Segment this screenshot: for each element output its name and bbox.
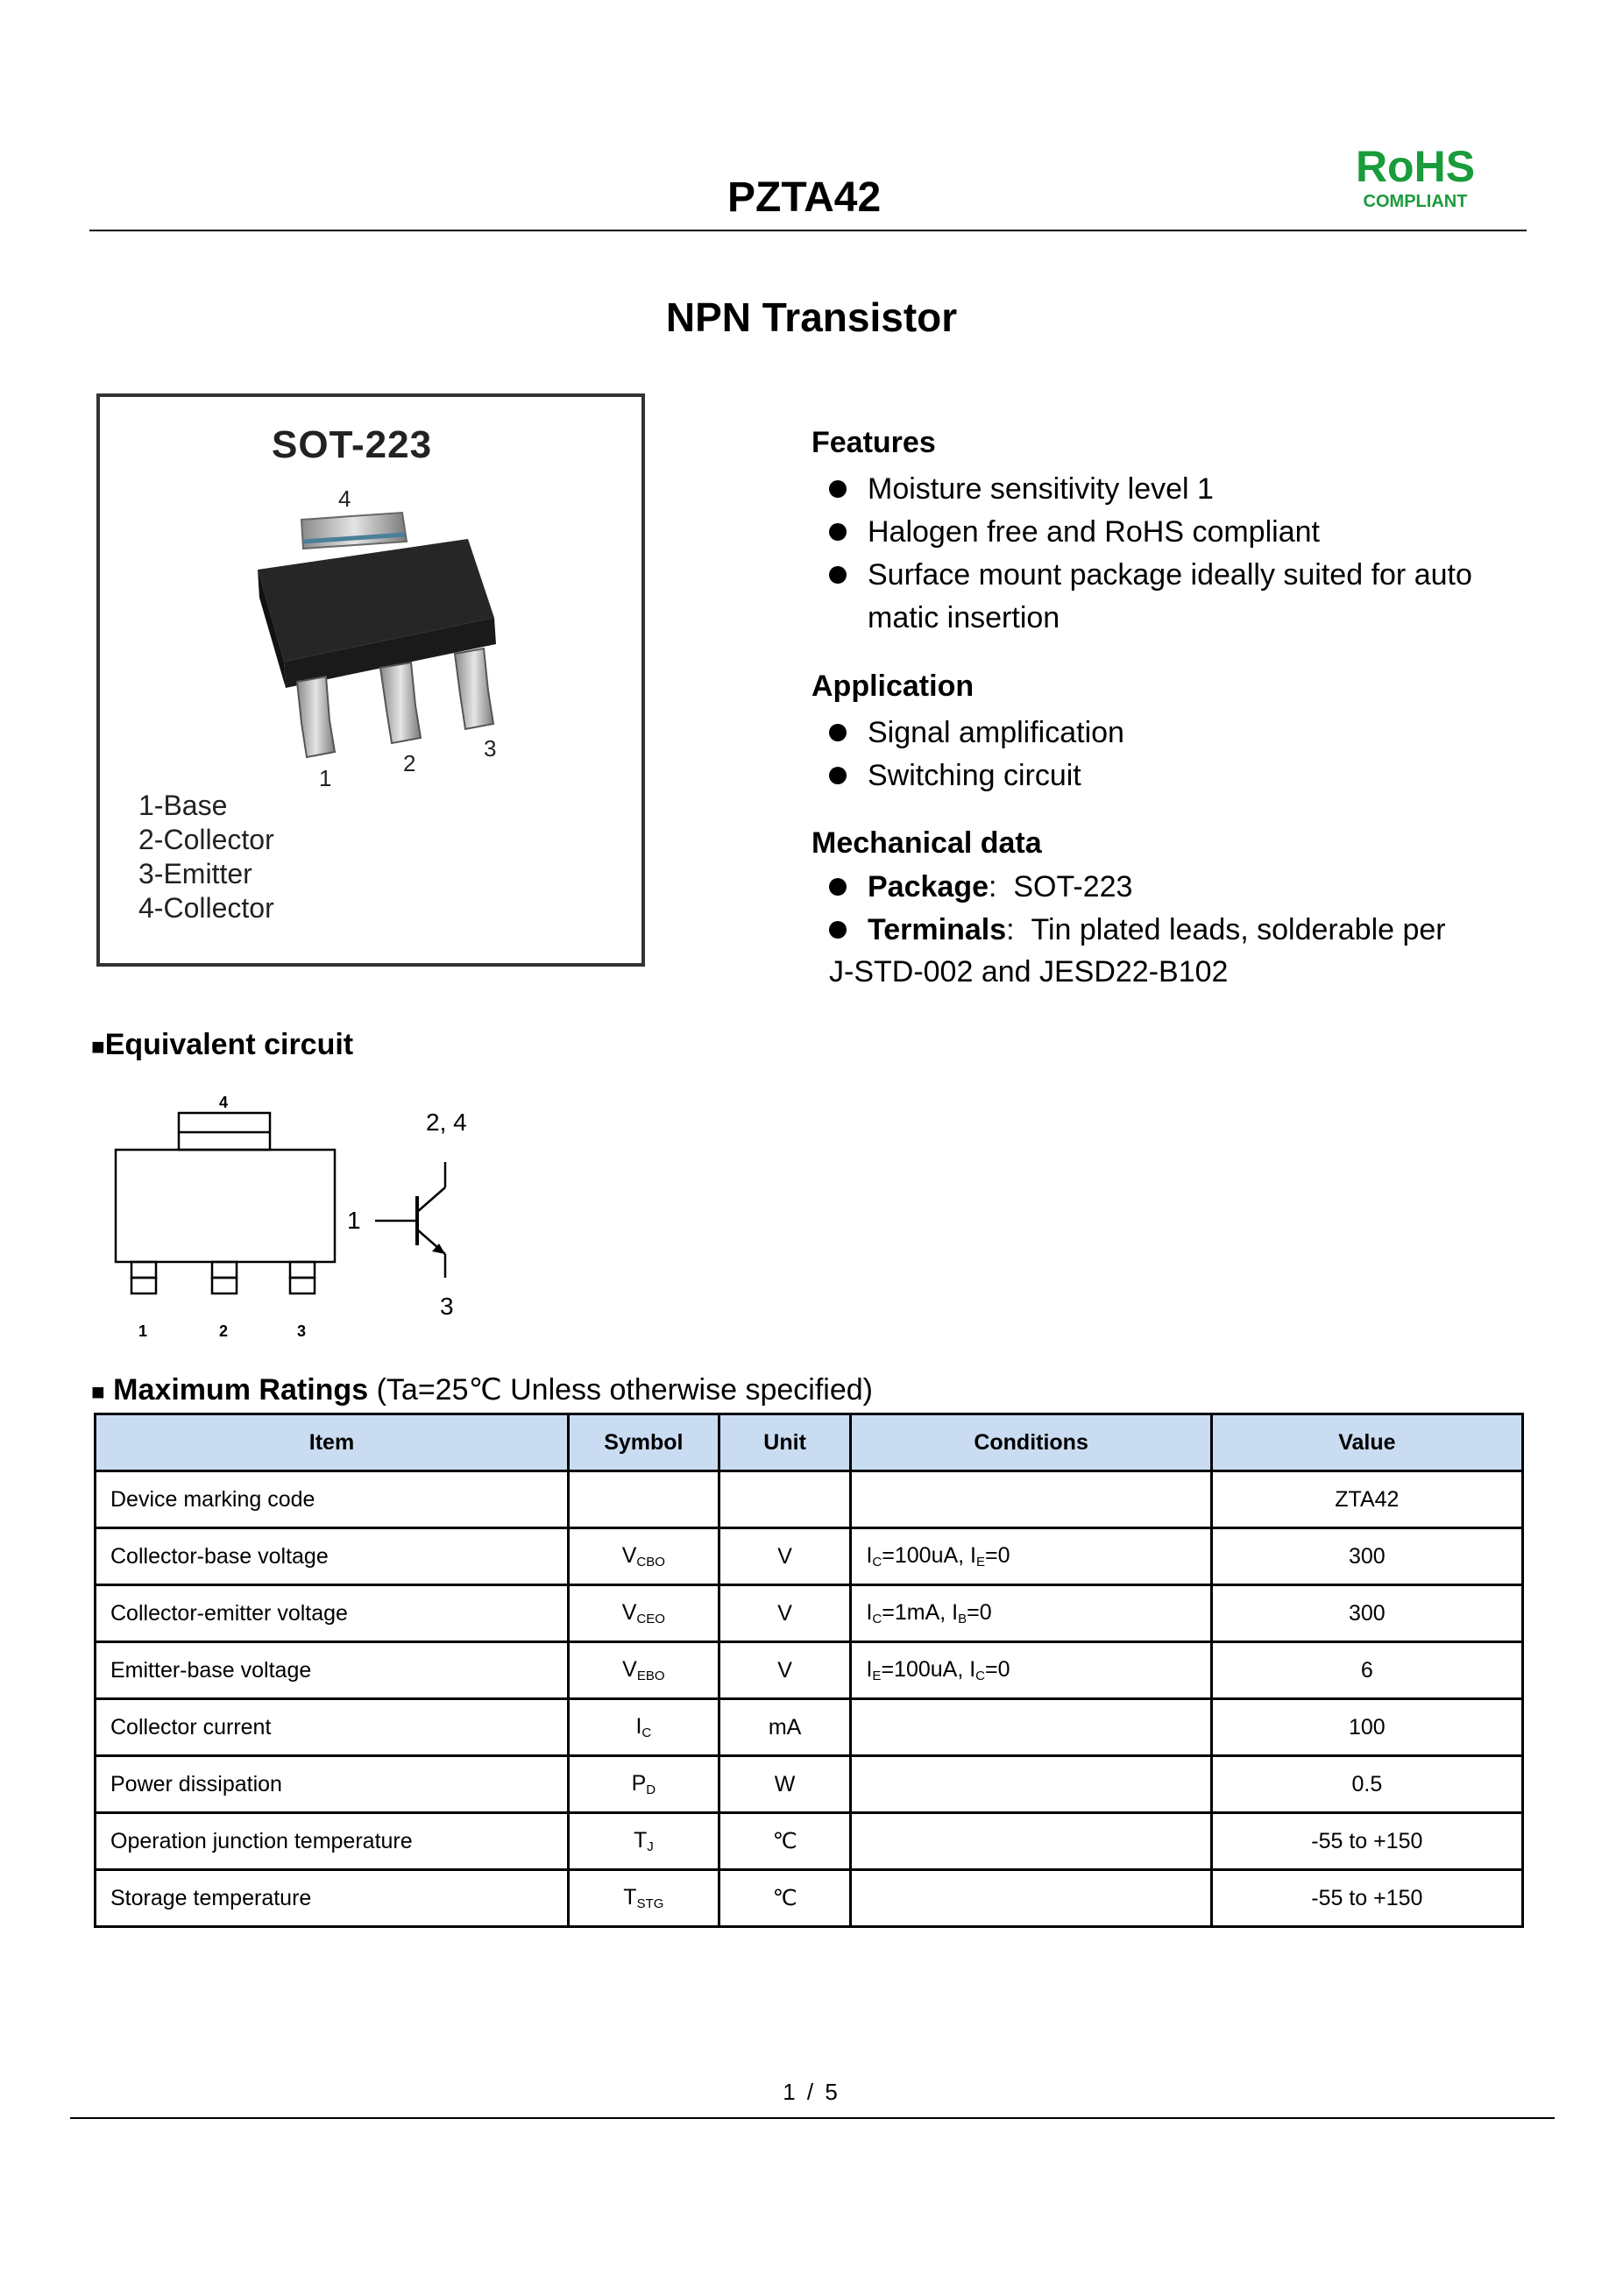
table-header-row: [96, 1414, 1523, 1471]
unit-cell: V: [719, 1642, 851, 1699]
conditions-cell: $I_C=100uA$, $I_E=0$: [851, 1528, 1211, 1585]
table-row: [96, 1870, 1523, 1927]
value-cell: 300: [1211, 1585, 1522, 1642]
list-item: Halogen free and RoHS compliant: [812, 511, 1513, 554]
pin-legend-item: 2-Collector: [138, 824, 274, 855]
value-cell: 6: [1211, 1642, 1522, 1699]
features-heading: Features: [812, 426, 936, 459]
list-item: Signal amplification: [812, 712, 1513, 755]
ratings-cond-open: (T: [376, 1373, 401, 1407]
pkg-label-2: 2: [219, 1322, 229, 1340]
item-cell: Operation junction temperature: [96, 1813, 569, 1870]
value-cell: 300: [1211, 1528, 1522, 1585]
symbol-cell: $V_{CEO}$: [568, 1585, 719, 1642]
value-cell: -55 to +150: [1211, 1813, 1522, 1870]
pin-label-3: 3: [484, 735, 497, 762]
package-title: SOT-223: [272, 423, 433, 466]
footer-rule: [70, 2117, 1555, 2119]
table-row: [96, 1585, 1523, 1642]
maximum-ratings-table: [94, 1413, 1524, 1928]
lead-outline-2b: [212, 1278, 237, 1293]
item-cell: Storage temperature: [96, 1870, 569, 1927]
pin-legend-item: 3-Emitter: [138, 858, 252, 889]
conditions-cell: [851, 1699, 1211, 1756]
pin-label-2: 2: [403, 750, 416, 776]
sot223-package-illustration: [100, 473, 641, 797]
item-cell: Collector-base voltage: [96, 1528, 569, 1585]
features-list: [812, 468, 1513, 640]
column-header: Symbol: [568, 1414, 719, 1471]
page-number: 1 / 5: [783, 2079, 840, 2105]
table-row: [96, 1642, 1523, 1699]
lead-3: [455, 648, 493, 729]
unit-cell: [719, 1471, 851, 1528]
item-cell: Device marking code: [96, 1471, 569, 1528]
column-header: Value: [1211, 1414, 1522, 1471]
equivalent-circuit-diagram: [105, 1087, 491, 1350]
collector-wire: [417, 1187, 445, 1212]
lead-outline-3b: [290, 1278, 315, 1293]
equivalent-heading: [91, 1028, 353, 1062]
pkg-label-4: 4: [219, 1094, 229, 1111]
list-item: [812, 866, 1548, 909]
rohs-label: RoHS: [1355, 142, 1476, 191]
conditions-cell: $I_E=100uA$, $I_C=0$: [851, 1642, 1211, 1699]
column-header: Unit: [719, 1414, 851, 1471]
value-cell: -55 to +150: [1211, 1870, 1522, 1927]
conditions-cell: [851, 1756, 1211, 1813]
rohs-sub: COMPLIANT: [1363, 192, 1468, 211]
symbol-cell: $T_J$: [568, 1813, 719, 1870]
symbol-label-base: 1: [347, 1207, 361, 1234]
ratings-heading: [91, 1372, 873, 1407]
item-cell: Collector current: [96, 1699, 569, 1756]
list-item: Moisture sensitivity level 1: [812, 468, 1513, 511]
application-list: [812, 712, 1513, 797]
list-item: Switching circuit: [812, 755, 1513, 797]
symbol-label-collector: 2, 4: [426, 1109, 467, 1136]
symbol-cell: $I_C$: [568, 1699, 719, 1756]
conditions-cell: $I_C=1mA$, $I_B=0$: [851, 1585, 1211, 1642]
terminals-continuation: J-STD-002 and JESD22-B102: [829, 955, 1229, 989]
table-row: [96, 1528, 1523, 1585]
lead-2: [380, 663, 421, 743]
symbol-cell: $V_{EBO}$: [568, 1642, 719, 1699]
unit-cell: V: [719, 1585, 851, 1642]
pin-legend: [138, 789, 274, 925]
unit-cell: mA: [719, 1699, 851, 1756]
section-marker: ■: [91, 1378, 105, 1405]
lead-outline-2a: [212, 1262, 237, 1278]
section-marker: ■: [91, 1033, 105, 1059]
pin-legend-item: 4-Collector: [138, 892, 274, 924]
column-header: Item: [96, 1414, 569, 1471]
lead-1: [297, 677, 335, 757]
unit-cell: ℃: [719, 1870, 851, 1927]
value-cell: 0.5: [1211, 1756, 1522, 1813]
application-heading: Application: [812, 670, 975, 703]
pkg-label-3: 3: [297, 1322, 307, 1340]
header-rule: [89, 230, 1527, 231]
list-item: Surface mount package ideally suited for auto: [812, 554, 1513, 597]
column-header: Conditions: [851, 1414, 1211, 1471]
terminals-label: Terminals: [868, 913, 1007, 946]
symbol-label-emitter: 3: [440, 1293, 454, 1320]
conditions-cell: [851, 1813, 1211, 1870]
symbol-cell: [568, 1471, 719, 1528]
package-label: Package: [868, 870, 989, 904]
rohs-badge: [1350, 142, 1481, 212]
mechanical-heading: Mechanical data: [812, 826, 1042, 860]
value-cell: ZTA42: [1211, 1471, 1522, 1528]
pin-label-4: 4: [338, 485, 351, 512]
conditions-cell: [851, 1870, 1211, 1927]
table-row: [96, 1756, 1523, 1813]
value-cell: 100: [1211, 1699, 1522, 1756]
item-cell: Power dissipation: [96, 1756, 569, 1813]
unit-cell: V: [719, 1528, 851, 1585]
conditions-cell: [851, 1471, 1211, 1528]
ratings-cond-sub: a: [400, 1373, 418, 1407]
page-title: NPN Transistor: [665, 294, 958, 340]
package-separator: :: [989, 870, 997, 904]
ratings-heading-text: Maximum Ratings: [113, 1373, 369, 1407]
mechanical-list: [812, 866, 1548, 952]
part-number: PZTA42: [727, 174, 882, 221]
symbol-cell: $T_{STG}$: [568, 1870, 719, 1927]
unit-cell: ℃: [719, 1813, 851, 1870]
symbol-cell: $V_{CBO}$: [568, 1528, 719, 1585]
table-row: [96, 1699, 1523, 1756]
package-outline: [116, 1150, 335, 1262]
item-cell: Collector-emitter voltage: [96, 1585, 569, 1642]
pin-legend-item: 1-Base: [138, 790, 228, 821]
item-cell: Emitter-base voltage: [96, 1642, 569, 1699]
ratings-cond-rest: =25℃ Unless otherwise specified): [417, 1373, 873, 1407]
tab-lead: [301, 513, 407, 549]
list-item-continuation: matic insertion: [868, 601, 1060, 634]
lead-outline-3a: [290, 1262, 315, 1278]
pin-label-1: 1: [319, 765, 332, 791]
terminals-value: Tin plated leads, solderable per: [1031, 913, 1446, 946]
equivalent-heading-text: Equivalent circuit: [104, 1028, 354, 1061]
table-row: [96, 1471, 1523, 1528]
pkg-label-1: 1: [138, 1322, 148, 1340]
unit-cell: W: [719, 1756, 851, 1813]
terminals-separator: :: [1006, 913, 1015, 946]
package-value: SOT-223: [1013, 870, 1133, 904]
symbol-cell: $P_D$: [568, 1756, 719, 1813]
table-row: [96, 1813, 1523, 1870]
lead-outline-1a: [131, 1262, 156, 1278]
list-item: [812, 909, 1548, 952]
lead-outline-1b: [131, 1278, 156, 1293]
